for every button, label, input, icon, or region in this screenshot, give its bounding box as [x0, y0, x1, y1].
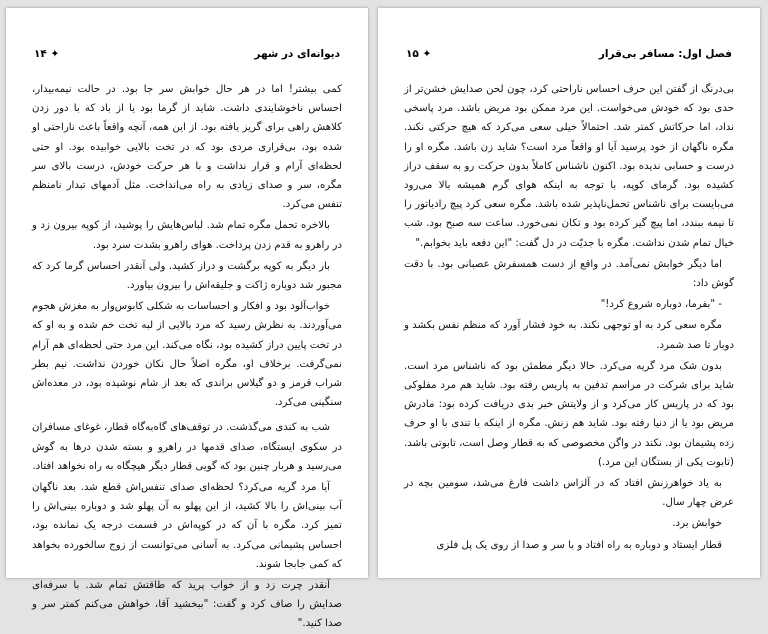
paragraph: بالاخره تحمل مگره تمام شد. لباس‌هایش را پوشید، از کوپه بیرون زد و در راهرو به قدم زدن پرداخت. هوای راهرو بشدت سرد بود.	[32, 220, 342, 251]
paragraph: به یاد خواهرزنش افتاد که در آلزاس داشت فارغ می‌شد، سومین بچه در عرض چهار سال.	[404, 478, 734, 509]
paragraph: اما دیگر خوابش نمی‌آمد. در واقع از دست همسفرش عصبانی بود. با دقت گوش داد:	[404, 258, 734, 290]
paragraph: خواب‌آلود بود و افکار و احساسات به شکلی کابوس‌وار به مغزش هجوم می‌آوردند. به نظرش رسید که مرد بالایی از لبه تخت خم شده و به او که در تخت پایین دراز کشیده بود، نگاه می‌کند. این مرد حتی لحظه‌ای هم آرام نمی‌گرفت. برخلاف او، مگره اصلاً حال نکان خوردن نداشت. نیم بطر شراب قرمز و دو گیلاس براندی که بعد از شام نوشیده بود، در معده‌اش سنگینی می‌کرد.	[32, 301, 342, 409]
page-number: ۱۴ ✦	[34, 48, 60, 60]
paragraph: - "بفرما، دوباره شروع کرد!"	[600, 299, 722, 311]
paragraph: قطار ایستاد و دوباره به راه افتاد و با سر و صدا از روی یک پل فلزی	[436, 539, 722, 551]
right-page-header	[406, 48, 732, 66]
paragraph: مگره سعی کرد به او توجهی نکند. به خود فشار آورد که منظم نفس بکشد و دوبار تا صد شمرد.	[404, 320, 734, 351]
page-number: ۱۵ ✦	[406, 48, 432, 60]
paragraph: بی‌درنگ از گفتن این حرف احساس ناراحتی کرد، چون لحن صدایش خشن‌تر از حدی بود که خودش می‌خواست. این مرد ممکن بود مریض باشد. مرد پاسخی نداد، اما حرکاتش کمتر شد. احتمالاً خیلی سعی می‌کرد که هیچ حرکتی نکند. مگره ناگهان از خود پرسید آیا او واقعاً مرد است؟ شاید زن باشد. مگره او را درست و حسابی ندیده بود. اکنون ناشناس کاملاً بدون حرکت رو به سقف دراز کشیده بود. گرمای کوپه، با توجه به اینکه هوای گرم همیشه بالا می‌رود می‌بایست برای ناشناس تحمل‌ناپذیر شده باشد. مگره سعی کرد پیچ رادیاتور را تا نیمه ببندد، اما پیچ گیر کرده بود و تکان نمی‌خورد. ساعت سه صبح بود. شب خیال تمام شدن نداشت. مگره با جدیّت در دل گفت: "این دفعه باید بخوابم."	[404, 84, 734, 249]
running-title: دیوانه‌ای در شهر	[254, 48, 340, 60]
paragraph: آنقدر چرت زد و از خواب پرید که طاقتش تمام شد. با سرفه‌ای صدایش را صاف کرد و گفت: "ببخشید آقا، خواهش می‌کنم کمتر سر و صدا کنید."	[32, 580, 342, 630]
right-page	[378, 8, 760, 578]
paragraph: کمی بیشتر! اما در هر حال خوابش سر جا بود. در حالت نیمه‌بیدار، احساس ناخوشایندی داشت. شاید از گرما بود یا از باد که با دور زدن کلاهش راهی برای گریز یافته بود. از این همه، آنچه واقعاً باعث ناراحتی او شده بود، بی‌قراری مردی بود که در تخت بالایی خوابیده بود. او حتی لحظه‌ای آرام و قرار نداشت و با هر حرکت خودش، درست بالای سر مگره، سر و صدای زیادی به راه می‌انداخت. مثل آدمهای تبدار نامنظم تنفس می‌کرد.	[32, 84, 342, 211]
paragraph: بار دیگر به کوپه برگشت و دراز کشید. ولی آنقدر احساس گرما کرد که مجبور شد دوباره ژاکت و جلیقه‌اش را بیرون بیاورد.	[32, 260, 342, 292]
paragraph: شب به کندی می‌گذشت. در توقف‌های گاه‌به‌گاه قطار، غوغای مسافران در سکوی ایستگاه، صدای قدمها در راهرو و بسته شدن درها به گوش می‌رسید و هربار چنین بود که گویی قطار دیگر هیچگاه به راه نخواهد افتاد.	[32, 422, 342, 472]
paragraph: بدون شک مرد گریه می‌کرد. حالا دیگر مطمئن بود که ناشناس مرد است. شاید برای شرکت در مراسم تدفین به پاریس رفته بود. شاید هم مرد مفلوکی بود که در پاریس کار می‌کرد و از ولایتش خبر بدی دریافت کرده بود: مادرش مریض بود یا از دنیا رفته بود. شاید هم زنش. مگره از اینکه با تندی با او حرف زده پشیمان بود. نکند در واگن مخصوصی که به قطار وصل است، تابوتی باشد. (تابوت یکی از بستگان این مرد.)	[404, 360, 734, 468]
left-page	[6, 8, 368, 630]
running-title: فصل اول: مسافر بی‌قرار	[598, 48, 732, 60]
right-page-body	[404, 80, 734, 574]
left-page-body	[32, 80, 342, 630]
paragraph: خوابش برد.	[672, 518, 722, 530]
paragraph: آیا مرد گریه می‌کرد؟ لحظه‌ای صدای تنفس‌اش قطع شد. بعد ناگهان آب بینی‌اش را بالا کشید، از این پهلو به آن پهلو شد و دوباره بینی‌اش را تمیز کرد. مگره با آن که در کوپه‌اش در قسمت درجه یک نمانده بود، احساس پشیمانی می‌کرد. به آسانی می‌توانست از زوج سالخورده بخواهد که کمی جابجا شوند.	[32, 482, 342, 570]
left-page-header	[34, 48, 340, 66]
